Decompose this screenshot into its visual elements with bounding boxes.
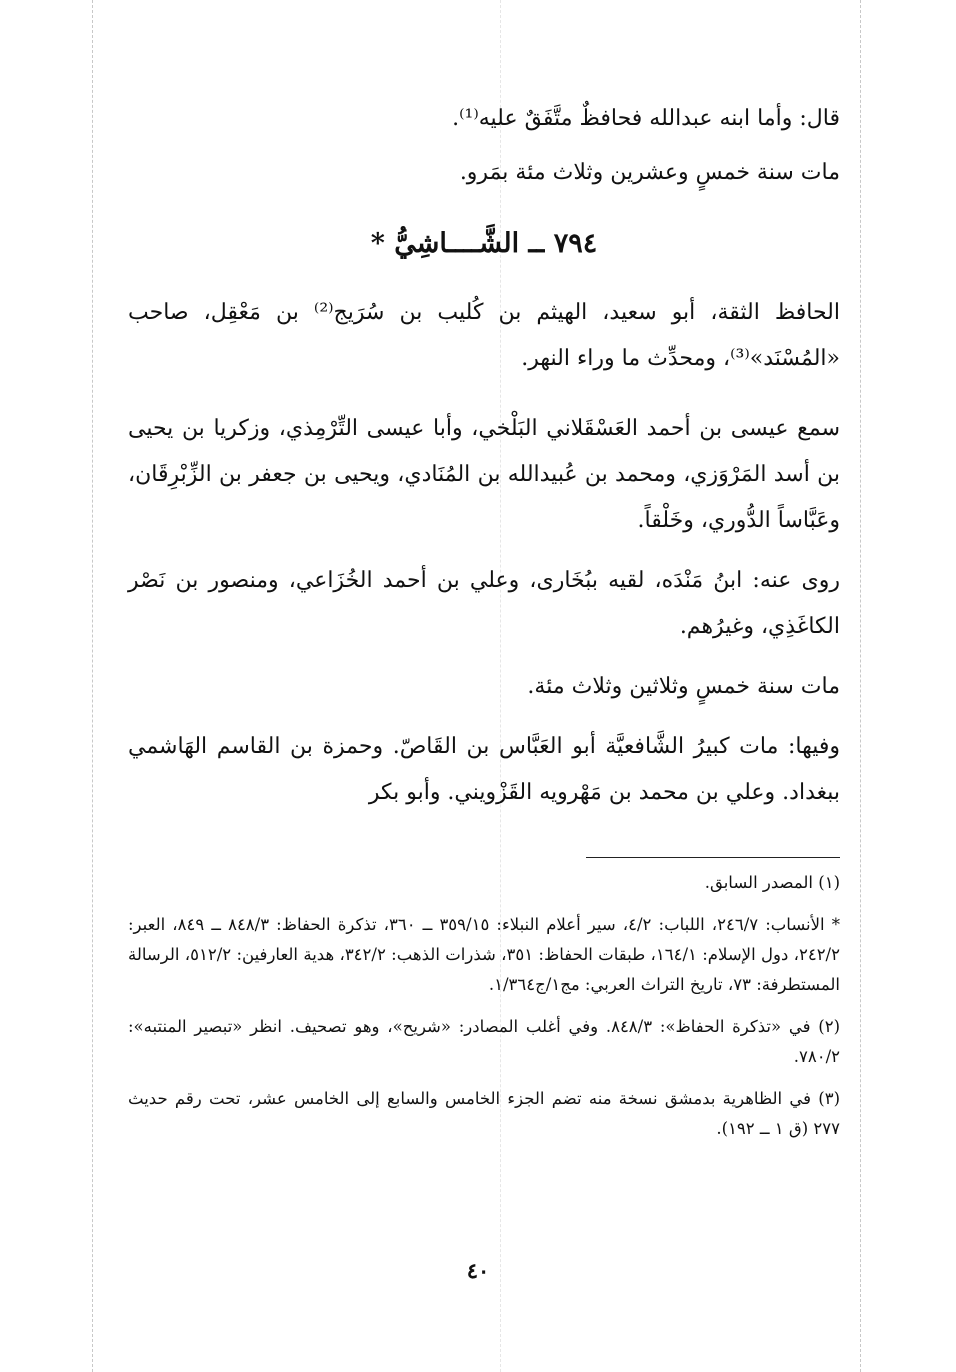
paragraph-7: وفيها: مات كبيرُ الشَّافعيَّة أبو العَبَّاس بن القَاصّ. وحمزة بن القاسم الهَاشمي ببغداد. وعلي بن محمد بن مَهْرويه القَزْويني. وأبو بكر [128,734,840,805]
footnote-separator [586,857,840,858]
scan-fold-line-right [860,0,861,1372]
paragraph-4: سمع عيسى بن أحمد العَسْقَلاني البَلْخي، وأبا عيسى التِّرْمِذي، وزكريا بن يحيى بن أسد المَرْوَزي، ومحمد بن عُبيدالله بن المُنَادي، ويحيى بن جعفر بن الزِّبْرِقَان، وعَبَّاساً الدُّوري، وخَلْقاً. [128,416,840,533]
scan-fold-line-left [92,0,93,1372]
paragraph-gap [128,650,840,664]
main-text [128,96,840,816]
paragraph-gap [128,710,840,724]
paragraph-gap [128,382,840,406]
paragraph-1: قال: وأما ابنه عبدالله فحافظٌ متَّفَقٌ عليه⁽¹⁾. [452,106,840,131]
paragraph-2: مات سنة خمسٍ وعشرين وثلاث مئة بمَرو. [459,160,840,185]
entry-heading: ٧٩٤ ــ الشَّــــاشِيُّ * [370,228,598,259]
footnote-sources: * الأنساب: ٢٤٦/٧، اللباب: ٤/٢، سير أعلام النبلاء: ٣٥٩/١٥ ــ ٣٦٠، تذكرة الحفاظ: ٨٤٨/٣ ــ ٨٤٩، العبر: ٢٤٢/٢، دول الإسلام: ١٦٤/١، طبقات الحفاظ: ٣٥١، شذرات الذهب: ٣٤٢/٢، هدية العارفين: ٥١٢/٢، الرسالة المستطرفة: ٧٣، تاريخ التراث العربي: مج١/ج١/٣٦٤. [128,915,840,994]
footnote-3: (٣) في الظاهرية بدمشق نسخة منه تضم الجزء الخامس والسابع إلى الخامس عشر، تحت رقم حديث ٢٧٧ (ق ١ ــ ١٩٢). [128,1089,840,1138]
page-number: ٤٠ [466,1258,490,1283]
footnote-1: (١) المصدر السابق. [704,873,840,892]
footnotes [128,868,840,1156]
paragraph-5: روى عنه: ابنُ مَنْدَه، لقيه ببُخَارى، وعلي بن أحمد الخُزَاعي، ومنصور بن نَصْر الكاغَذِي، وغيرُهم. [128,568,840,639]
paragraph-gap [128,544,840,558]
footnote-2: (٢) في «تذكرة الحفاظ»: ٨٤٨/٣. وفي أغلب المصادر: «شريح»، وهو تصحيف. انظر «تبصير المنتبه»: ٧٨٠/٢. [128,1017,840,1066]
paragraph-3: الحافظ الثقة، أبو سعيد، الهيثم بن كُليب بن سُرَيج⁽²⁾ بن مَعْقِل، صاحب «المُسْنَد»⁽³⁾، ومحدِّث ما وراء النهر. [128,300,840,371]
paragraph-6: مات سنة خمسٍ وثلاثين وثلاث مئة. [527,674,840,699]
paragraph-gap [128,142,840,150]
